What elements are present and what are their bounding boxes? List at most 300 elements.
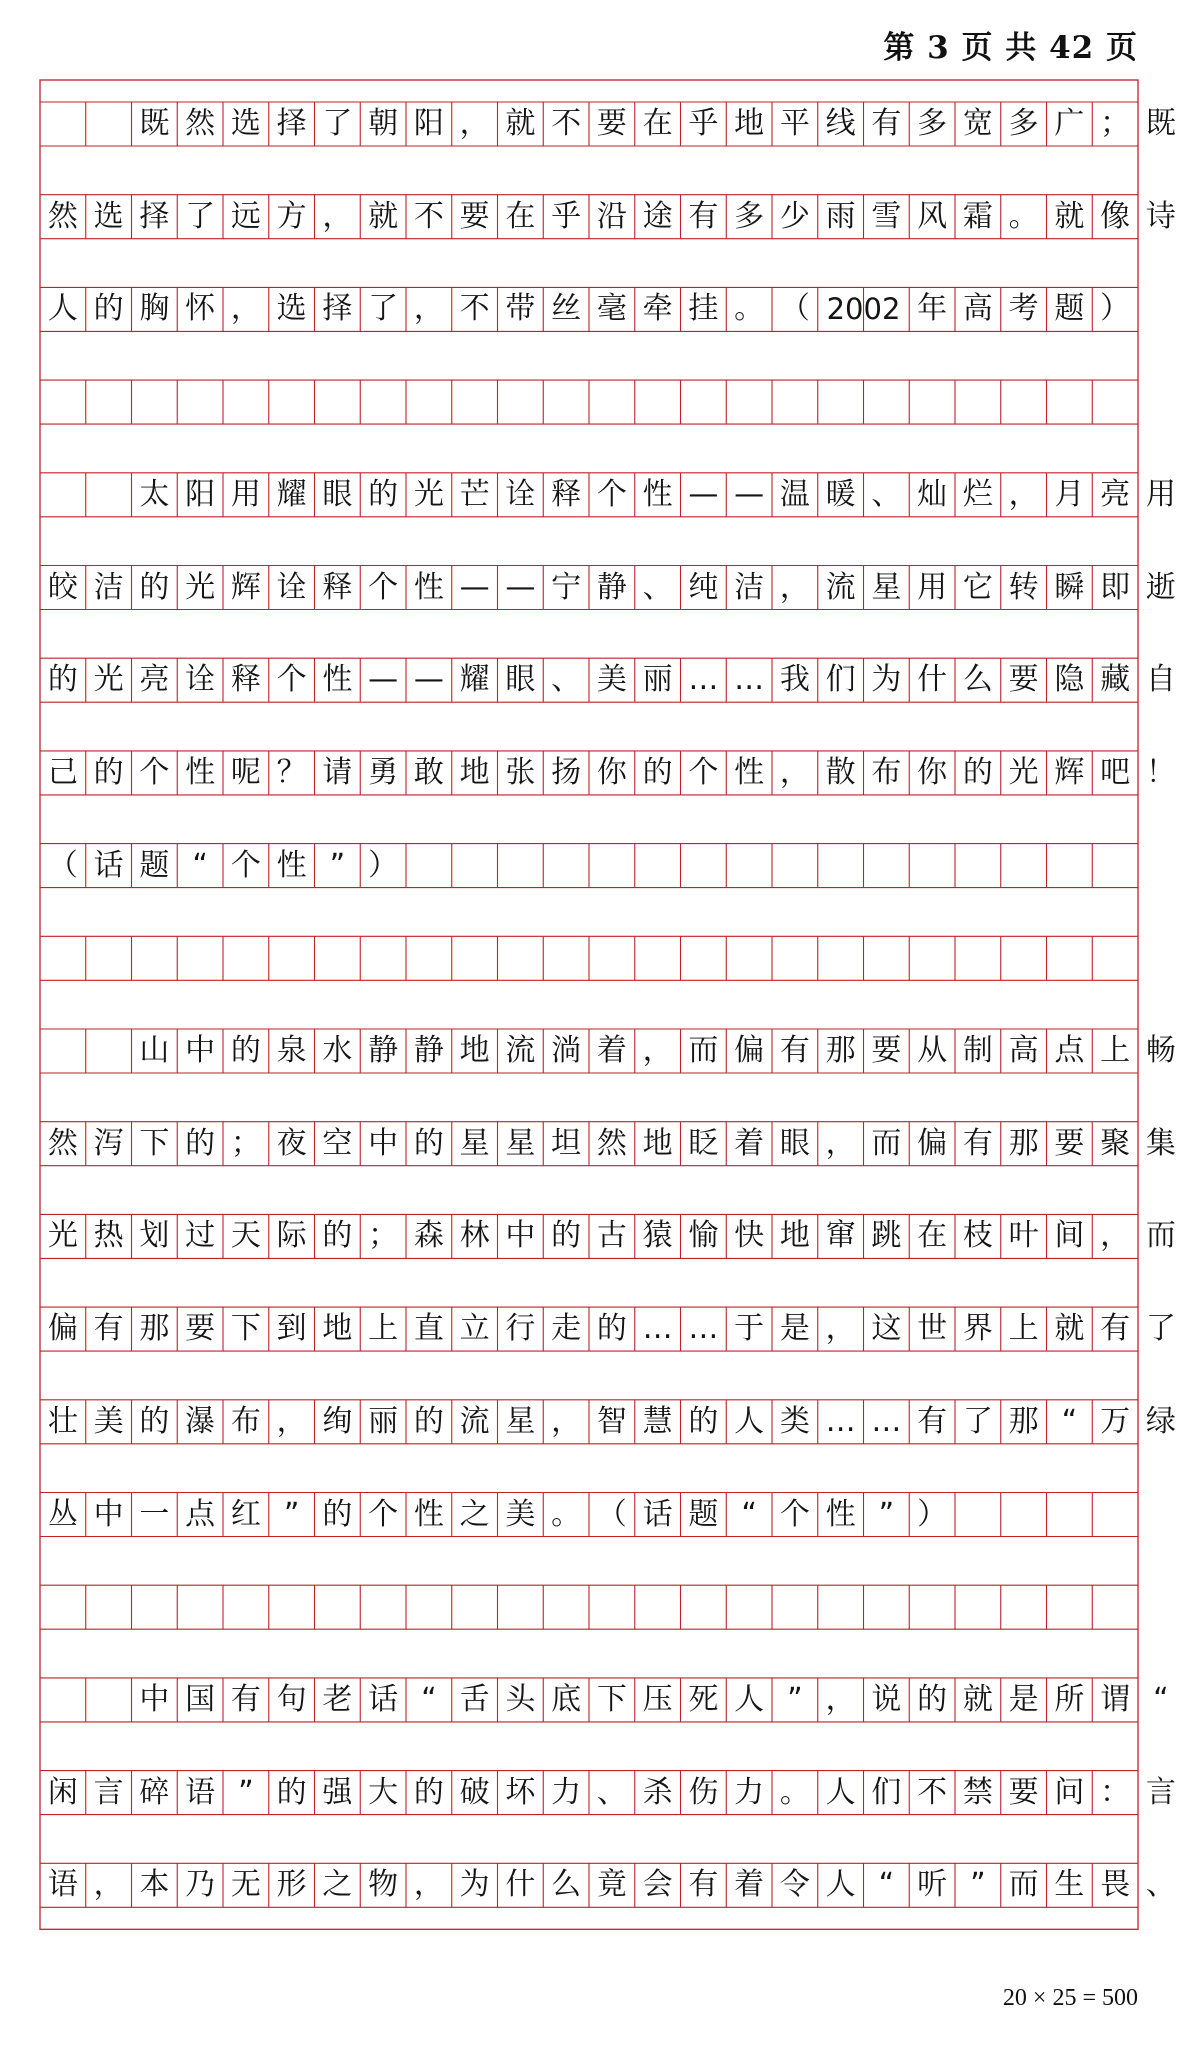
grid-character: 一 (139, 1496, 170, 1532)
grid-character: 带 (505, 291, 536, 327)
grid-character: 间 (1054, 1218, 1085, 1254)
grid-character: 国 (185, 1681, 216, 1717)
grid-character: 既 (1145, 106, 1176, 141)
grid-character: 勇 (368, 754, 399, 790)
grid-character: 芒 (459, 476, 490, 512)
grid-character: 性 (413, 1496, 444, 1532)
grid-character: 有 (779, 1033, 810, 1068)
grid-character: 平 (779, 106, 810, 141)
grid-character: 性 (825, 1496, 856, 1532)
grid-character: 偏 (917, 1125, 948, 1161)
grid-character: 眼 (779, 1125, 810, 1161)
grid-character: 的 (230, 1033, 261, 1068)
grid-character: 么 (962, 662, 993, 698)
grid-character: 有 (688, 1867, 719, 1903)
grid-character: 月 (1054, 476, 1085, 512)
grid-character: 的 (962, 754, 993, 790)
grid-character: 那 (139, 1311, 170, 1347)
grid-character: 要 (1054, 1125, 1085, 1161)
grid-character: 而 (688, 1033, 719, 1068)
grid-character: 那 (1008, 1403, 1039, 1439)
grid-character: … (688, 662, 719, 698)
grid-character: 要 (871, 1033, 902, 1068)
grid-character: 壮 (47, 1403, 78, 1439)
grid-character: 用 (917, 569, 948, 605)
grid-character: 地 (322, 1311, 353, 1347)
grid-character: 智 (596, 1403, 627, 1439)
grid-character: — (505, 569, 536, 605)
grid-character: 多 (1008, 106, 1039, 141)
grid-character: 死 (688, 1681, 719, 1717)
grid-character: 偏 (734, 1033, 765, 1068)
grid-character: 光 (93, 662, 124, 698)
grid-character: 而 (871, 1125, 902, 1161)
grid-character: 静 (368, 1033, 399, 1068)
grid-character: 窜 (825, 1218, 856, 1254)
grid-character: 灿 (917, 476, 948, 512)
grid-character: 不 (413, 198, 444, 234)
grid-character: 星 (459, 1125, 490, 1161)
grid-character: 说 (871, 1681, 902, 1717)
grid-character: 禁 (962, 1774, 993, 1810)
grid-character: 转 (1008, 569, 1039, 605)
grid-character: 然 (47, 198, 78, 234)
grid-character: ， (779, 754, 810, 790)
grid-character: 林 (459, 1218, 490, 1254)
grid-character: 有 (962, 1125, 993, 1161)
grid-character: 碎 (139, 1774, 170, 1810)
grid-character: 毫 (596, 291, 627, 327)
grid-character: 了 (962, 1403, 993, 1439)
grid-character: 下 (230, 1311, 261, 1347)
grid-character: ， (1100, 1218, 1131, 1254)
grid-character: 于 (734, 1311, 765, 1347)
grid-character: 中 (139, 1681, 170, 1717)
grid-character: 选 (230, 106, 261, 141)
grid-character: 了 (322, 106, 353, 141)
grid-character: 然 (596, 1125, 627, 1161)
grid-character: 选 (276, 291, 307, 327)
grid-character: 有 (917, 1403, 948, 1439)
grid-character: ， (825, 1681, 856, 1717)
grid-character: 什 (917, 662, 948, 698)
grid-character: — (413, 662, 444, 698)
grid-character: （ (596, 1496, 627, 1532)
grid-character: ， (93, 1867, 124, 1903)
grid-character: “ (741, 1496, 757, 1532)
grid-character: ， (825, 1311, 856, 1347)
grid-character: 的 (47, 662, 78, 698)
grid-character: “ (421, 1681, 437, 1717)
grid-character: 释 (230, 662, 261, 698)
grid-character: 用 (230, 476, 261, 512)
grid-character: 听 (917, 1867, 948, 1903)
grid-character: 有 (1100, 1311, 1131, 1347)
grid-character: 少 (779, 198, 810, 234)
grid-character: 的 (688, 1403, 719, 1439)
grid-character: 隐 (1054, 662, 1085, 698)
grid-character: 请 (322, 754, 353, 790)
grid-character: 乎 (551, 198, 582, 234)
grid-character: 力 (551, 1774, 582, 1810)
grid-character: 性 (642, 476, 673, 512)
grid-character: 。 (551, 1496, 582, 1532)
grid-character: 到 (276, 1311, 307, 1347)
grid-character: 流 (459, 1403, 490, 1439)
grid-character: 的 (322, 1218, 353, 1254)
grid-character: 静 (596, 569, 627, 605)
grid-character: ， (642, 1033, 673, 1068)
grid-character: 坦 (551, 1125, 582, 1161)
grid-character: 、 (642, 569, 673, 605)
grid-character: ； (368, 1218, 399, 1254)
grid-character: 际 (276, 1218, 307, 1254)
grid-character: 走 (551, 1311, 582, 1347)
grid-character: 像 (1100, 198, 1131, 234)
grid-character: 沿 (596, 198, 627, 234)
grid-character: 流 (825, 569, 856, 605)
grid-character: 个 (596, 476, 627, 512)
grid-character: 2002 (826, 291, 901, 326)
grid-character: 丛 (47, 1496, 78, 1532)
grid-character: 眨 (688, 1125, 719, 1161)
grid-character: 会 (642, 1867, 673, 1903)
grid-character: 不 (917, 1774, 948, 1810)
grid-character: 、 (1145, 1867, 1176, 1903)
grid-character: 话 (642, 1496, 673, 1532)
grid-character: 高 (1008, 1033, 1039, 1068)
grid-character: 美 (93, 1403, 124, 1439)
grid-character: 谓 (1100, 1681, 1131, 1717)
grid-character: 乎 (688, 106, 719, 141)
grid-character: 中 (93, 1496, 124, 1532)
grid-character: “ (192, 847, 208, 883)
grid-character: 扬 (551, 754, 582, 790)
grid-character: 在 (917, 1218, 948, 1254)
grid-character: 有 (871, 106, 902, 141)
grid-character: 集 (1145, 1125, 1176, 1161)
grid-character: 的 (917, 1681, 948, 1717)
grid-character: 个 (139, 754, 170, 790)
grid-character: 用 (1145, 476, 1176, 512)
grid-character: 广 (1054, 106, 1085, 141)
grid-character: 的 (413, 1774, 444, 1810)
grid-character: 释 (322, 569, 353, 605)
grid-character: 天 (230, 1218, 261, 1254)
grid-character: 瞬 (1054, 569, 1085, 605)
grid-character: 下 (596, 1681, 627, 1717)
grid-character: 性 (413, 569, 444, 605)
grid-character: 红 (230, 1496, 261, 1532)
grid-character: 猿 (642, 1218, 673, 1254)
page-number-label: 第 3 页 共 42 页 (883, 30, 1138, 66)
grid-character: 压 (642, 1681, 673, 1717)
grid-character: 然 (47, 1125, 78, 1161)
grid-character: … (825, 1403, 856, 1439)
grid-character: 个 (368, 569, 399, 605)
grid-character: 纯 (688, 569, 719, 605)
grid-character: 这 (871, 1311, 902, 1347)
grid-character: 舌 (459, 1681, 490, 1717)
grid-character: 偏 (47, 1311, 78, 1347)
grid-character: 自 (1145, 662, 1176, 698)
grid-character: 胸 (139, 291, 170, 327)
grid-character: 愉 (688, 1218, 719, 1254)
grid-character: 雪 (871, 198, 902, 234)
grid-character: 、 (596, 1774, 627, 1810)
grid-character: 在 (642, 106, 673, 141)
grid-character: 的 (413, 1125, 444, 1161)
grid-character: 语 (185, 1774, 216, 1810)
grid-character: — (459, 569, 490, 605)
grid-character: 就 (962, 1681, 993, 1717)
grid-character: 破 (459, 1774, 490, 1810)
grid-character: 界 (962, 1311, 993, 1347)
grid-character: 的 (93, 754, 124, 790)
grid-character: 丝 (551, 291, 582, 327)
grid-character: 生 (1054, 1867, 1085, 1903)
grid-character: 无 (230, 1867, 261, 1903)
grid-character: 话 (93, 847, 124, 883)
grid-character: 强 (322, 1774, 353, 1810)
grid-character: 藏 (1100, 662, 1131, 698)
grid-character: ， (413, 291, 444, 327)
grid-character: 要 (596, 106, 627, 141)
grid-character: 行 (505, 1311, 536, 1347)
grid-character: 之 (459, 1496, 490, 1532)
grid-character: 绚 (322, 1403, 353, 1439)
grid-character: 点 (1054, 1033, 1085, 1068)
grid-character: 。 (734, 291, 765, 327)
grid-character: 中 (368, 1125, 399, 1161)
grid-character: 不 (551, 106, 582, 141)
grid-character: 夜 (276, 1125, 307, 1161)
grid-character: 竟 (596, 1867, 627, 1903)
grid-character: 空 (322, 1125, 353, 1161)
grid-character: 个 (688, 754, 719, 790)
grid-character: 光 (47, 1218, 78, 1254)
grid-character: 诠 (276, 569, 307, 605)
grid-character: 了 (185, 198, 216, 234)
grid-character: 亮 (139, 662, 170, 698)
grid-character: 人 (734, 1681, 765, 1717)
grid-character: 然 (185, 106, 216, 141)
grid-character: 的 (642, 754, 673, 790)
grid-character: 人 (825, 1774, 856, 1810)
grid-character: 有 (93, 1311, 124, 1347)
grid-character: 过 (185, 1218, 216, 1254)
grid-character: 着 (734, 1867, 765, 1903)
grid-character: 既 (139, 106, 170, 141)
grid-character: 为 (459, 1867, 490, 1903)
grid-character: 是 (779, 1311, 810, 1347)
grid-character: 途 (642, 198, 673, 234)
grid-character: 坏 (505, 1774, 536, 1810)
grid-character: 性 (185, 754, 216, 790)
grid-character: 多 (917, 106, 948, 141)
grid-character: 性 (734, 754, 765, 790)
grid-character: 多 (734, 198, 765, 234)
grid-character: ， (1008, 476, 1039, 512)
grid-character: 话 (368, 1681, 399, 1717)
grid-character: 敢 (413, 754, 444, 790)
grid-character: ） (368, 847, 399, 883)
grid-character: 辉 (230, 569, 261, 605)
grid-character: 地 (734, 106, 765, 141)
grid-character: 划 (139, 1218, 170, 1254)
grid-character: 布 (230, 1403, 261, 1439)
grid-character: 诠 (185, 662, 216, 698)
grid-character: 地 (459, 754, 490, 790)
grid-character: 人 (734, 1403, 765, 1439)
grid-character: 要 (459, 198, 490, 234)
grid-character: 我 (779, 662, 810, 698)
grid-character: 高 (962, 291, 993, 327)
grid-character: 要 (1008, 1774, 1039, 1810)
grid-character: 的 (139, 1403, 170, 1439)
grid-character: 的 (551, 1218, 582, 1254)
grid-character: 丽 (642, 662, 673, 698)
grid-character: 诠 (505, 476, 536, 512)
grid-character: 山 (139, 1033, 170, 1068)
grid-character: 诗 (1145, 198, 1176, 234)
grid-character: 人 (47, 291, 78, 327)
grid-character: 的 (368, 476, 399, 512)
grid-character: 而 (1008, 1867, 1039, 1903)
grid-character: 之 (322, 1867, 353, 1903)
grid-character: 眼 (322, 476, 353, 512)
grid-character: ” (238, 1774, 254, 1810)
grid-character: 而 (1145, 1218, 1176, 1254)
grid-character: 择 (276, 106, 307, 141)
grid-character: 底 (551, 1681, 582, 1717)
grid-character: 静 (413, 1033, 444, 1068)
grid-character: 性 (276, 847, 307, 883)
grid-character: 句 (276, 1681, 307, 1717)
grid-character: 中 (505, 1218, 536, 1254)
grid-character: 有 (230, 1681, 261, 1717)
grid-character: ） (1100, 291, 1131, 327)
grid-character: 为 (871, 662, 902, 698)
grid-character: 择 (322, 291, 353, 327)
grid-character: 的 (93, 291, 124, 327)
grid-character: 那 (825, 1033, 856, 1068)
grid-character: 地 (779, 1218, 810, 1254)
grid-character: 题 (139, 847, 170, 883)
grid-character: 水 (322, 1033, 353, 1068)
grid-character: 要 (1008, 662, 1039, 698)
grid-character: 上 (1008, 1311, 1039, 1347)
grid-character: ， (413, 1867, 444, 1903)
grid-character: 布 (871, 754, 902, 790)
grid-character: 个 (779, 1496, 810, 1532)
grid-character: 。 (779, 1774, 810, 1810)
grid-character: 热 (93, 1218, 124, 1254)
grid-character: 怀 (185, 291, 216, 327)
grid-character: 畏 (1100, 1867, 1131, 1903)
grid-character: 光 (1008, 754, 1039, 790)
grid-character: 朝 (368, 106, 399, 141)
grid-character: ！ (1145, 754, 1176, 790)
grid-character: 绿 (1145, 1403, 1176, 1439)
grid-character: “ (878, 1867, 895, 1903)
grid-character: 择 (139, 198, 170, 234)
grid-character: ， (276, 1403, 307, 1439)
grid-character: 跳 (871, 1218, 902, 1254)
grid-character: 闲 (47, 1774, 78, 1810)
grid-character: 下 (139, 1125, 170, 1161)
grid-character: 物 (368, 1867, 399, 1903)
grid-character: 风 (917, 198, 948, 234)
grid-character: 么 (551, 1867, 582, 1903)
grid-character: 亮 (1100, 476, 1131, 512)
grid-character: 年 (917, 291, 948, 327)
grid-character: 你 (917, 754, 948, 790)
grid-character: ” (970, 1867, 986, 1903)
grid-character: 就 (1054, 1311, 1085, 1347)
grid-character: ） (917, 1496, 948, 1532)
grid-character: （ (779, 291, 810, 327)
grid-character: 地 (459, 1033, 490, 1068)
grid-size-formula: 20 × 25 = 500 (1002, 1985, 1138, 2011)
grid-character: ” (329, 847, 346, 883)
grid-character: — (688, 476, 719, 512)
grid-character: 的 (139, 569, 170, 605)
grid-character: 形 (276, 1867, 307, 1903)
grid-character: 聚 (1100, 1125, 1131, 1161)
grid-character: 慧 (642, 1403, 673, 1439)
grid-character: 类 (779, 1403, 810, 1439)
grid-character: 己 (47, 754, 78, 790)
grid-character: 淌 (551, 1033, 582, 1068)
grid-character: 呢 (230, 754, 261, 790)
grid-character: 中 (185, 1033, 216, 1068)
grid-character: 美 (505, 1496, 536, 1532)
grid-character: ， (322, 198, 353, 234)
grid-character: 线 (825, 106, 856, 141)
grid-character: 阳 (185, 476, 216, 512)
grid-character: 枝 (962, 1218, 993, 1254)
grid-character: 地 (642, 1125, 673, 1161)
grid-character: 古 (596, 1218, 627, 1254)
grid-character: 它 (962, 569, 993, 605)
grid-character: 就 (1054, 198, 1085, 234)
grid-character: 眼 (505, 662, 536, 698)
grid-character: 世 (917, 1311, 948, 1347)
grid-character: 流 (505, 1033, 536, 1068)
grid-character: ： (1100, 1774, 1131, 1810)
grid-character: 畅 (1145, 1033, 1176, 1068)
grid-character: 暖 (825, 476, 856, 512)
grid-character: 即 (1100, 569, 1131, 605)
grid-character: 。 (1008, 198, 1039, 234)
grid-character: 星 (505, 1403, 536, 1439)
grid-character: — (734, 476, 765, 512)
grid-character: 了 (1145, 1311, 1176, 1347)
grid-character: 个 (230, 847, 261, 883)
grid-character: 在 (505, 198, 536, 234)
grid-character: 泻 (93, 1125, 124, 1161)
grid-character: 力 (734, 1774, 765, 1810)
grid-character: 的 (322, 1496, 353, 1532)
grid-character: 题 (688, 1496, 719, 1532)
grid-character: 星 (871, 569, 902, 605)
grid-character: 杀 (642, 1774, 673, 1810)
grid-character: 直 (413, 1311, 444, 1347)
grid-character: 丽 (368, 1403, 399, 1439)
grid-character: 选 (93, 198, 124, 234)
grid-character: 点 (185, 1496, 216, 1532)
